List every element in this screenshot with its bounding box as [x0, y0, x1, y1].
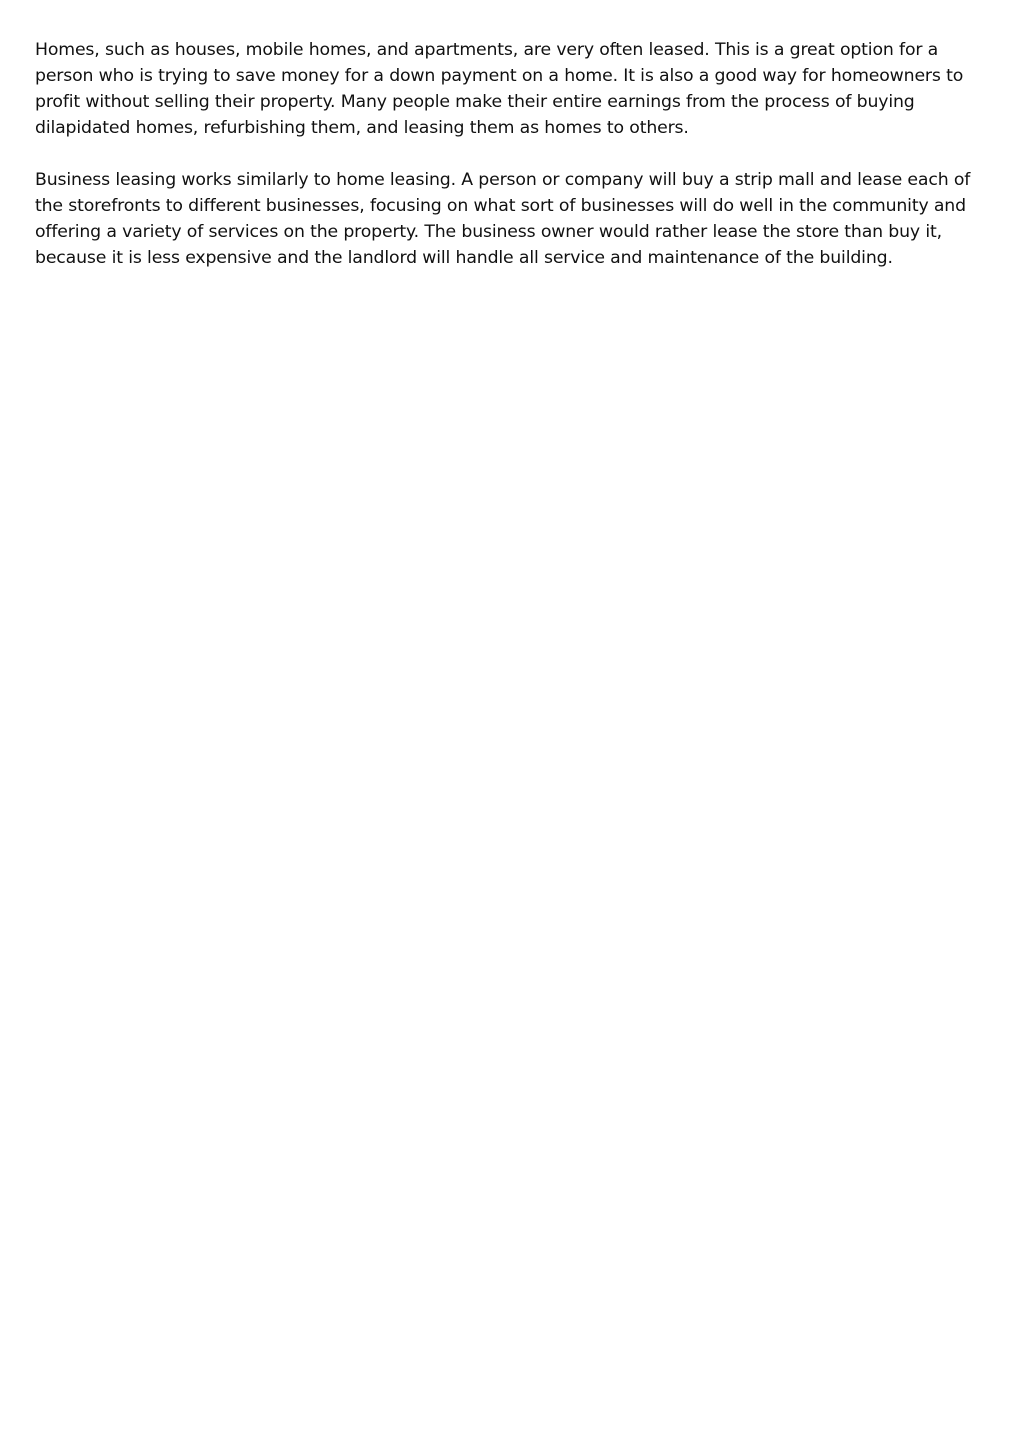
paragraph-home-leasing: Homes, such as houses, mobile homes, and apartments, are very often leased. This is a great option for a person who is trying to save money for a down payment on a home. It is also a good way for homeowners to profit without selling their property. Many people make their entire earnings from the process of buying dilapidated homes, refurbishing them, and leasing them as homes to others. [35, 40, 964, 138]
paragraph-business-leasing: Business leasing works similarly to home leasing. A person or company will buy a strip mall and lease each of the storefronts to different businesses, focusing on what sort of businesses will do well in the community and offering a variety of services on the property. The business owner would rather lease the store than buy it, because it is less expensive and the landlord will handle all service and maintenance of the building. [35, 170, 971, 268]
document-body [35, 37, 997, 297]
